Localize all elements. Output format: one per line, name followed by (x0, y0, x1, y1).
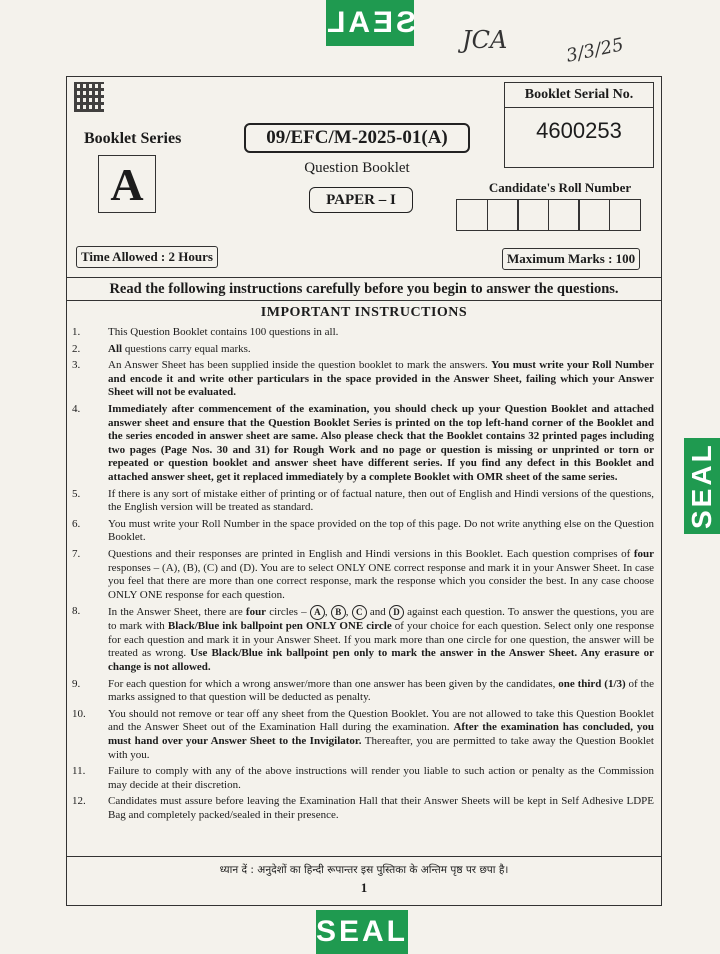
instruction-text: You should not remove or tear off any sheet from the Question Booklet. You are not allowed to take this Question Booklet and the Answer Sheet out of the Examination Hall during the examination. After the examination has concluded, you must hand over your Answer Sheet to the Invigilator. Thereafter, you are permitted to take away the Question Booklet with you. (108, 707, 655, 761)
instruction-item (72, 518, 654, 545)
instruction-item (72, 548, 654, 602)
instruction-item (72, 678, 654, 705)
roll-number-cell[interactable] (609, 199, 641, 231)
instruction-number: 4. (72, 402, 81, 415)
paper-code: 09/EFC/M-2025-01(A) (244, 123, 470, 153)
page-number: 1 (360, 880, 368, 895)
handwritten-initials: JCA (462, 26, 508, 54)
roll-number-label: Candidate's Roll Number (488, 180, 632, 195)
instruction-text: Immediately after commencement of the examination, you should check up your Question Booklet and attached answer sheet and ensure that the Question Booklet Series is printed on the top left-hand corner of the Booklet and the series encoded in answer sheet are same. Also please check that the Booklet contains 32 printed pages including two pages (Page Nos. 30 and 31) for Rough Work and no page or question is missing or unprinted or torn or repeated or question booklet and answer sheet have different series. If you find any defect in this Booklet and attached answer sheet, get it replaced immediately by a complete Booklet with OMR sheet of the same series. (108, 402, 654, 483)
instructions-list (72, 326, 654, 826)
instruction-text: Candidates must assure before leaving the Examination Hall that their Answer Sheets will be kept in Self Adhesive LDPE Bag and completely packed/sealed in their presence. (108, 795, 654, 821)
instruction-item (72, 708, 654, 762)
instruction-item (72, 605, 654, 674)
instruction-number: 11. (72, 765, 86, 778)
read-instructions-banner: Read the following instructions carefully before you begin to answer the questions. (66, 277, 662, 301)
instruction-text: All questions carry equal marks. (108, 342, 251, 355)
roll-number-cell[interactable] (517, 199, 549, 231)
seal-stamp-top: SEAL (326, 0, 414, 46)
instruction-item (72, 765, 654, 792)
instruction-text: For each question for which a wrong answer/more than one answer has been given by the candidates, one third (1/3) of the marks assigned to that question will be deducted as penalty. (108, 677, 654, 704)
answer-circle-icon: D (389, 605, 404, 620)
instruction-number: 8. (72, 605, 81, 618)
roll-number-cell[interactable] (578, 199, 610, 231)
instruction-text: This Question Booklet contains 100 questions in all. (108, 326, 339, 338)
answer-circle-icon: C (352, 605, 367, 620)
instruction-item (72, 795, 654, 822)
instruction-number: 5. (72, 487, 81, 500)
booklet-title: Question Booklet (304, 160, 410, 176)
instruction-number: 10. (72, 707, 86, 720)
instruction-text: In the Answer Sheet, there are four circles – A , B , C and D against each question. To answer the questions, you are to mark with Black/Blue ink ballpoint pen ONLY ONE circle of your choice for each question. Select only one response for each question and mark it in your Answer Sheet. If you mark more than one circle for one question, the answer will be treated as wrong. Use Black/Blue ink ballpoint pen only to mark the answer in the Answer Sheet. Any erasure or change is not allowed. (108, 606, 654, 674)
seal-stamp-right: SEAL (684, 438, 720, 534)
roll-number-boxes (456, 199, 639, 231)
serial-number-label: Booklet Serial No. (505, 83, 653, 108)
time-allowed: Time Allowed : 2 Hours (76, 246, 218, 268)
maximum-marks: Maximum Marks : 100 (502, 248, 640, 270)
instruction-number: 6. (72, 517, 81, 530)
instruction-item (72, 359, 654, 400)
paper-label: PAPER – I (309, 187, 413, 213)
instruction-number: 1. (72, 326, 81, 338)
instruction-item (72, 326, 654, 340)
serial-number-value: 4600253 (536, 118, 622, 143)
instruction-number: 12. (72, 795, 86, 808)
seal-stamp-bottom: SEAL (316, 910, 408, 954)
instructions-heading: IMPORTANT INSTRUCTIONS (260, 305, 468, 320)
hindi-note: ध्यान दें : अनुदेशों का हिन्दी रूपान्तर इस पुस्तिका के अन्तिम पृष्ठ पर छपा है। (66, 856, 662, 877)
instruction-number: 3. (72, 359, 81, 372)
booklet-series-label: Booklet Series (84, 130, 182, 147)
instruction-item (72, 343, 654, 357)
instruction-text: You must write your Roll Number in the space provided on the top of this page. Do not write anything else on the Question Booklet. (108, 517, 654, 544)
answer-circle-icon: B (331, 605, 346, 620)
instruction-number: 9. (72, 677, 81, 690)
roll-number-cell[interactable] (487, 199, 519, 231)
instruction-text: If there is any sort of mistake either of printing or of factual nature, then out of English and Hindi versions of the questions, the English version will be treated as standard. (108, 487, 654, 514)
instruction-text: Failure to comply with any of the above instructions will render you liable to such action or penalty as the Commission may decide at their discretion. (108, 765, 654, 791)
instruction-item (72, 488, 654, 515)
handwritten-date: 3/3/25 (564, 34, 626, 67)
serial-number-box (504, 82, 654, 168)
instruction-number: 2. (72, 342, 81, 355)
booklet-series-value: A (98, 155, 156, 213)
instruction-number: 7. (72, 547, 81, 560)
roll-number-cell[interactable] (456, 199, 488, 231)
answer-circle-icon: A (310, 605, 325, 620)
instruction-text: Questions and their responses are printed in English and Hindi versions in this Booklet. Each question comprises of four responses – (A), (B), (C) and (D). You are to select ONLY ONE correct response and mark it in your Answer Sheet. In case you feel that there are more than one correct response, mark the response which you consider the best. In any case choose ONLY ONE response for each question. (108, 547, 654, 601)
instruction-text: An Answer Sheet has been supplied inside the question booklet to mark the answers. You must write your Roll Number and encode it and write other particulars in the space provided in the Answer Sheet, failing which your Answer Sheet will not be evaluated. (108, 359, 654, 399)
instruction-item (72, 403, 654, 485)
roll-number-cell[interactable] (548, 199, 580, 231)
qr-code-icon (74, 82, 104, 112)
